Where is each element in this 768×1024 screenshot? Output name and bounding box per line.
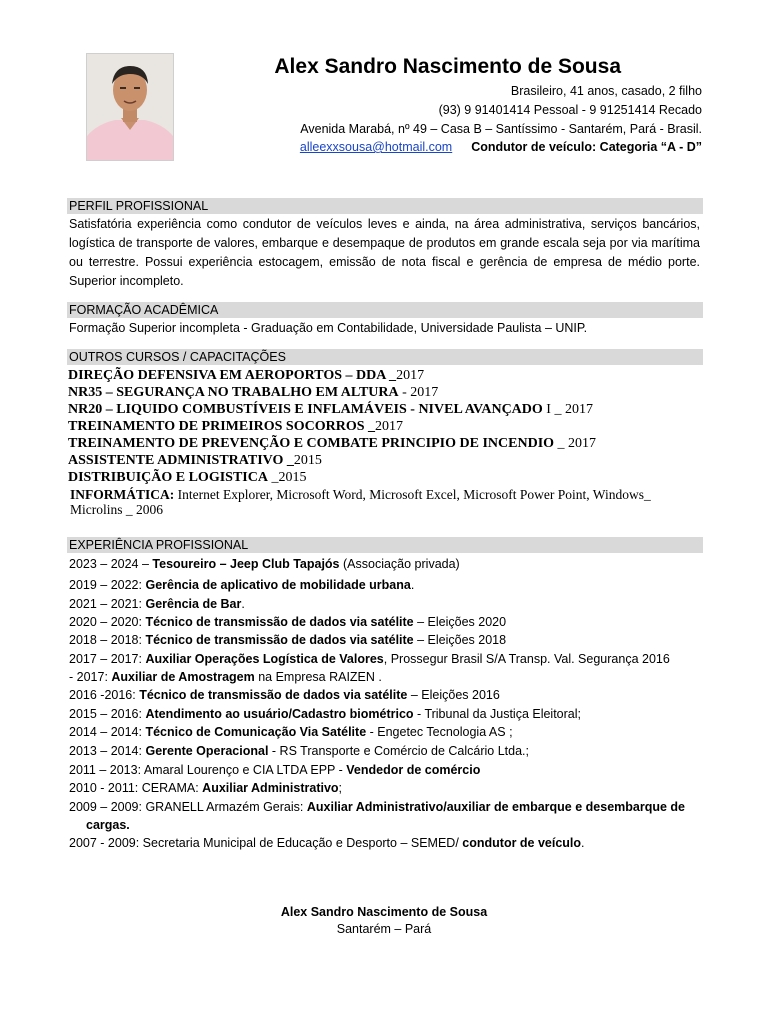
experience-item: - 2017: Auxiliar de Amostragem na Empresa RAIZEN . — [69, 670, 382, 684]
perfil-text: Satisfatória experiência como condutor de veículos leves e ainda, na área administrativa, serviços bancários, logística de transporte de valores, embarque e desempaque de produtos em grande escala seja por via marítima ou terrestre. Possui experiência estocagem, emissão de nota fiscal e gerência de empresa de médio porte. Superior incompleto. — [69, 217, 700, 288]
experience-item: 2010 - 2011: CERAMA: Auxiliar Administrativo; — [69, 781, 343, 795]
course-item: TREINAMENTO DE PRIMEIROS SOCORROS _2017 — [68, 419, 404, 434]
experience-item: 2017 – 2017: Auxiliar Operações Logística de Valores, Prossegur Brasil S/A Transp. Val. Segurança 2016 — [69, 652, 670, 666]
course-item: ASSISTENTE ADMINISTRATIVO _2015 — [68, 453, 322, 468]
profile-photo — [86, 53, 174, 161]
section-heading-experiencia: EXPERIÊNCIA PROFISSIONAL — [67, 537, 703, 553]
experience-item: 2011 – 2013: Amaral Lourenço e CIA LTDA EPP - Vendedor de comércio — [69, 763, 481, 777]
experience-item: 2020 – 2020: Técnico de transmissão de dados via satélite – Eleições 2020 — [69, 615, 507, 629]
course-item: DISTRIBUIÇÃO E LOGISTICA _2015 — [68, 470, 307, 485]
experience-item: 2014 – 2014: Técnico de Comunicação Via Satélite - Engetec Tecnologia AS ; — [69, 725, 513, 739]
experience-item-granell: 2009 – 2009: GRANELL Armazém Gerais: Auxiliar Administrativo/auxiliar de embarque e desembarque de cargas. — [69, 800, 685, 832]
email-link[interactable]: alleexxsousa@hotmail.com — [299, 140, 453, 154]
experience-item: 2013 – 2014: Gerente Operacional - RS Transporte e Comércio de Calcário Ltda.; — [69, 744, 529, 758]
informatica-line-cont: Microlins _ 2006 — [70, 502, 163, 517]
section-heading-cursos: OUTROS CURSOS / CAPACITAÇÕES — [67, 349, 703, 365]
formacao-text: Formação Superior incompleta - Graduação em Contabilidade, Universidade Paulista – UNIP. — [69, 321, 588, 335]
experience-item: 2007 - 2009: Secretaria Municipal de Educação e Desporto – SEMED/ condutor de veículo. — [69, 836, 585, 850]
experience-item: 2018 – 2018: Técnico de transmissão de dados via satélite – Eleições 2018 — [69, 633, 507, 647]
footer-city: Santarém – Pará — [336, 922, 432, 936]
course-item: TREINAMENTO DE PREVENÇÃO E COMBATE PRINCIPIO DE INCENDIO _ 2017 — [68, 436, 597, 451]
driver-license: Condutor de veículo: Categoria “A - D” — [471, 140, 702, 154]
course-item: NR20 – LIQUIDO COMBUSTÍVEIS E INFLAMÁVEIS - NIVEL AVANÇADO I _ 2017 — [68, 402, 593, 417]
contact-line — [300, 140, 702, 154]
informatica-line: INFORMÁTICA: Internet Explorer, Microsoft Word, Microsoft Excel, Microsoft Power Point, Windows_ — [70, 487, 651, 502]
section-heading-formacao: FORMAÇÃO ACADÊMICA — [67, 302, 703, 318]
experience-item: 2019 – 2022: Gerência de aplicativo de mobilidade urbana. — [69, 578, 415, 592]
course-item: DIREÇÃO DEFENSIVA EM AEROPORTOS – DDA _2017 — [68, 368, 425, 383]
experience-item: 2016 -2016: Técnico de transmissão de dados via satélite – Eleições 2016 — [69, 688, 500, 702]
course-item: NR35 – SEGURANÇA NO TRABALHO EM ALTURA - 2017 — [68, 385, 439, 400]
footer-name: Alex Sandro Nascimento de Sousa — [280, 905, 488, 919]
candidate-name: Alex Sandro Nascimento de Sousa — [274, 55, 621, 78]
experience-item: 2023 – 2024 – Tesoureiro – Jeep Club Tapajós (Associação privada) — [69, 557, 460, 571]
personal-info: Brasileiro, 41 anos, casado, 2 filho — [510, 84, 702, 98]
address: Avenida Marabá, nº 49 – Casa B – Santíssimo - Santarém, Pará - Brasil. — [300, 122, 702, 136]
phone-numbers: (93) 9 91401414 Pessoal - 9 91251414 Recado — [438, 103, 702, 117]
experience-item: 2015 – 2016: Atendimento ao usuário/Cadastro biométrico - Tribunal da Justiça Eleitoral; — [69, 707, 582, 721]
section-heading-perfil: PERFIL PROFISSIONAL — [67, 198, 703, 214]
experience-item: 2021 – 2021: Gerência de Bar. — [69, 597, 245, 611]
